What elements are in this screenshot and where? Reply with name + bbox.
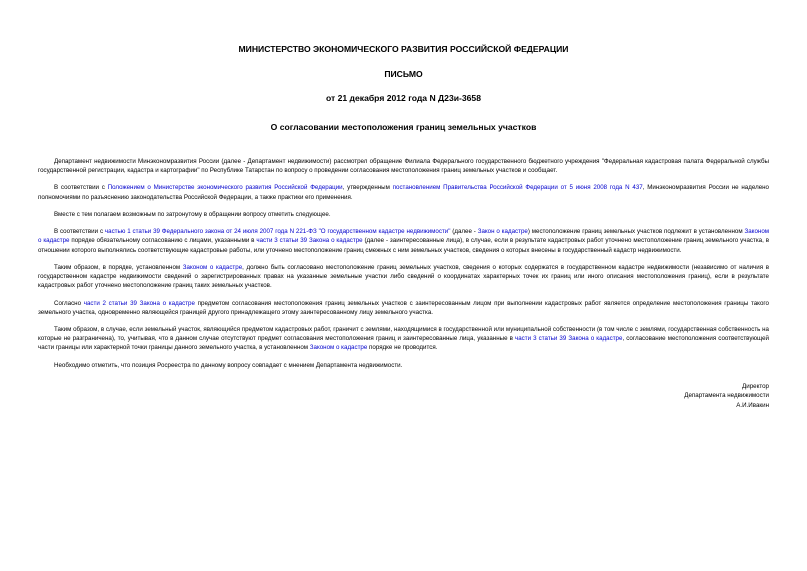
link-chast-2-statya-39[interactable]: части 2 статьи 39 Закона о кадастре xyxy=(83,299,195,307)
signatory-department: Департамента недвижимости xyxy=(684,392,769,400)
signatory-position: Директор xyxy=(742,382,769,390)
paragraph-text: , должно быть согласовано местоположение границ земельных участков, сведения о которых содержатся в государственном кадастре недвижимости (независимо от наличия в государственном кадастре недвижимости сведений о зарегистрированных правах на указанные земельные участки либо сведений о координатах характерных точек их границ или иного описания местоположения границ), если в результате кадастровых работ уточнено местоположение границ таких земельных участков. xyxy=(38,263,769,290)
link-postanovlenie-437[interactable]: постановлением Правительства Российской Федерации от 5 июня 2008 года N 437 xyxy=(392,184,643,192)
link-zakonom-o-kadastre[interactable]: Законом о кадастре xyxy=(182,263,243,271)
paragraph-text: предметом согласования местоположения границ земельных участков с заинтересованным лицом при выполнении кадастровых работ является определение местоположения границы такого земельного участка, одновременно являющейся границей другого принадлежащего этому заинтересованному лицу земельного участка. xyxy=(38,299,769,316)
paragraph-text: Согласно xyxy=(54,299,84,307)
document-date-number: от 21 декабря 2012 года N Д23и-3658 xyxy=(325,93,481,103)
paragraph-text: , утвержденным xyxy=(342,184,393,192)
paragraph-text: Вместе с тем полагаем возможным по затронутому в обращении вопросу отметить следующее. xyxy=(54,210,331,218)
paragraph-8 xyxy=(38,361,769,370)
paragraph-text: порядке обязательному согласованию с лицами, указанными в xyxy=(69,237,257,245)
link-chast-3-statya-39[interactable]: части 3 статьи 39 Закона о кадастре xyxy=(256,237,363,245)
paragraph-text: (далее - заинтересованные лица), в случае, если в результате кадастровых работ уточнено местоположение границ земельного участка, в отношении которого выполнялись соответствующие кадастровые работы, или уточнено местоположение границ смежных с ним земельных участков, сведения о которых внесены в государственный кадастр недвижимости. xyxy=(38,237,769,254)
paragraph-text: Таким образом, в порядке, установленном xyxy=(54,263,183,271)
signature-block xyxy=(38,382,769,411)
paragraph-text: Необходимо отметить, что позиция Росреестра по данному вопросу совпадает с мнением Департамента недвижимости. xyxy=(54,361,403,369)
link-zakonom-o-kadastre[interactable]: Законом о кадастре xyxy=(309,344,368,352)
organization-title: МИНИСТЕРСТВО ЭКОНОМИЧЕСКОГО РАЗВИТИЯ РОССИЙСКОЙ ФЕДЕРАЦИИ xyxy=(238,44,569,54)
paragraph-4 xyxy=(38,227,769,254)
document-type: ПИСЬМО xyxy=(384,69,423,79)
paragraph-2 xyxy=(38,183,769,201)
paragraph-7 xyxy=(38,325,769,352)
paragraph-text: ) местоположение границ земельных участков подлежит в установленном xyxy=(527,228,745,236)
paragraph-6 xyxy=(38,299,769,317)
paragraph-text: В соответствии с xyxy=(54,228,105,236)
signatory-name: А.И.Ивакин xyxy=(736,401,769,409)
document-subject: О согласовании местоположения границ земельных участков xyxy=(270,122,537,132)
paragraph-text: порядке не проводится. xyxy=(367,344,438,352)
paragraph-text: Таким образом, в случае, если земельный участок, являющийся предметом кадастровых работ, граничит с землями, находящимися в государственной или муниципальной собственности (в том числе с землями, государственная собственность на которые не разграничена), то, учитывая, что в данном случае отсутствуют предмет согласования местоположения границ и заинтересованные лица, указанные в xyxy=(38,326,769,343)
paragraph-text: (далее - xyxy=(450,228,478,236)
paragraph-text: Департамент недвижимости Минэкономразвития России (далее - Департамент недвижимости) рассмотрел обращение Филиала Федерального государственного бюджетного учреждения "Федеральная кадастровая палата Федеральной службы государственной регистрации, кадастра и картографии" по Республике Татарстан по вопросу о проведении согласования местоположения границ земельных участков и сообщает. xyxy=(38,158,769,175)
link-zakonom-o-kadastre[interactable]: Законом о кадастре xyxy=(38,228,770,245)
document-body xyxy=(38,157,769,370)
link-zakon-o-kadastre[interactable]: Закон о кадастре xyxy=(477,228,528,236)
paragraph-1 xyxy=(38,157,769,175)
paragraph-5 xyxy=(38,263,769,290)
link-chast-3-statya-39[interactable]: части 3 статьи 39 Закона о кадастре xyxy=(515,335,623,343)
document-header xyxy=(38,44,769,133)
paragraph-text: , Минэкономразвития России не наделено полномочиями по разъяснению законодательства Российской Федерации, а также практики его применения. xyxy=(38,184,769,201)
link-polozhenie-minekonomrazvitiya[interactable]: Положением о Министерстве экономического развития Российской Федерации xyxy=(107,184,343,192)
paragraph-text: , согласование местоположения соответствующей части границы или характерной точки границы данного земельного участка, в установленном xyxy=(38,335,769,352)
paragraph-3 xyxy=(38,210,769,219)
paragraph-text: В соответствии с xyxy=(54,184,108,192)
link-chast-1-statya-39-221-fz[interactable]: частью 1 статьи 39 Федерального закона от 24 июля 2007 года N 221-ФЗ "О государственном кадастре недвижимости" xyxy=(104,228,451,236)
